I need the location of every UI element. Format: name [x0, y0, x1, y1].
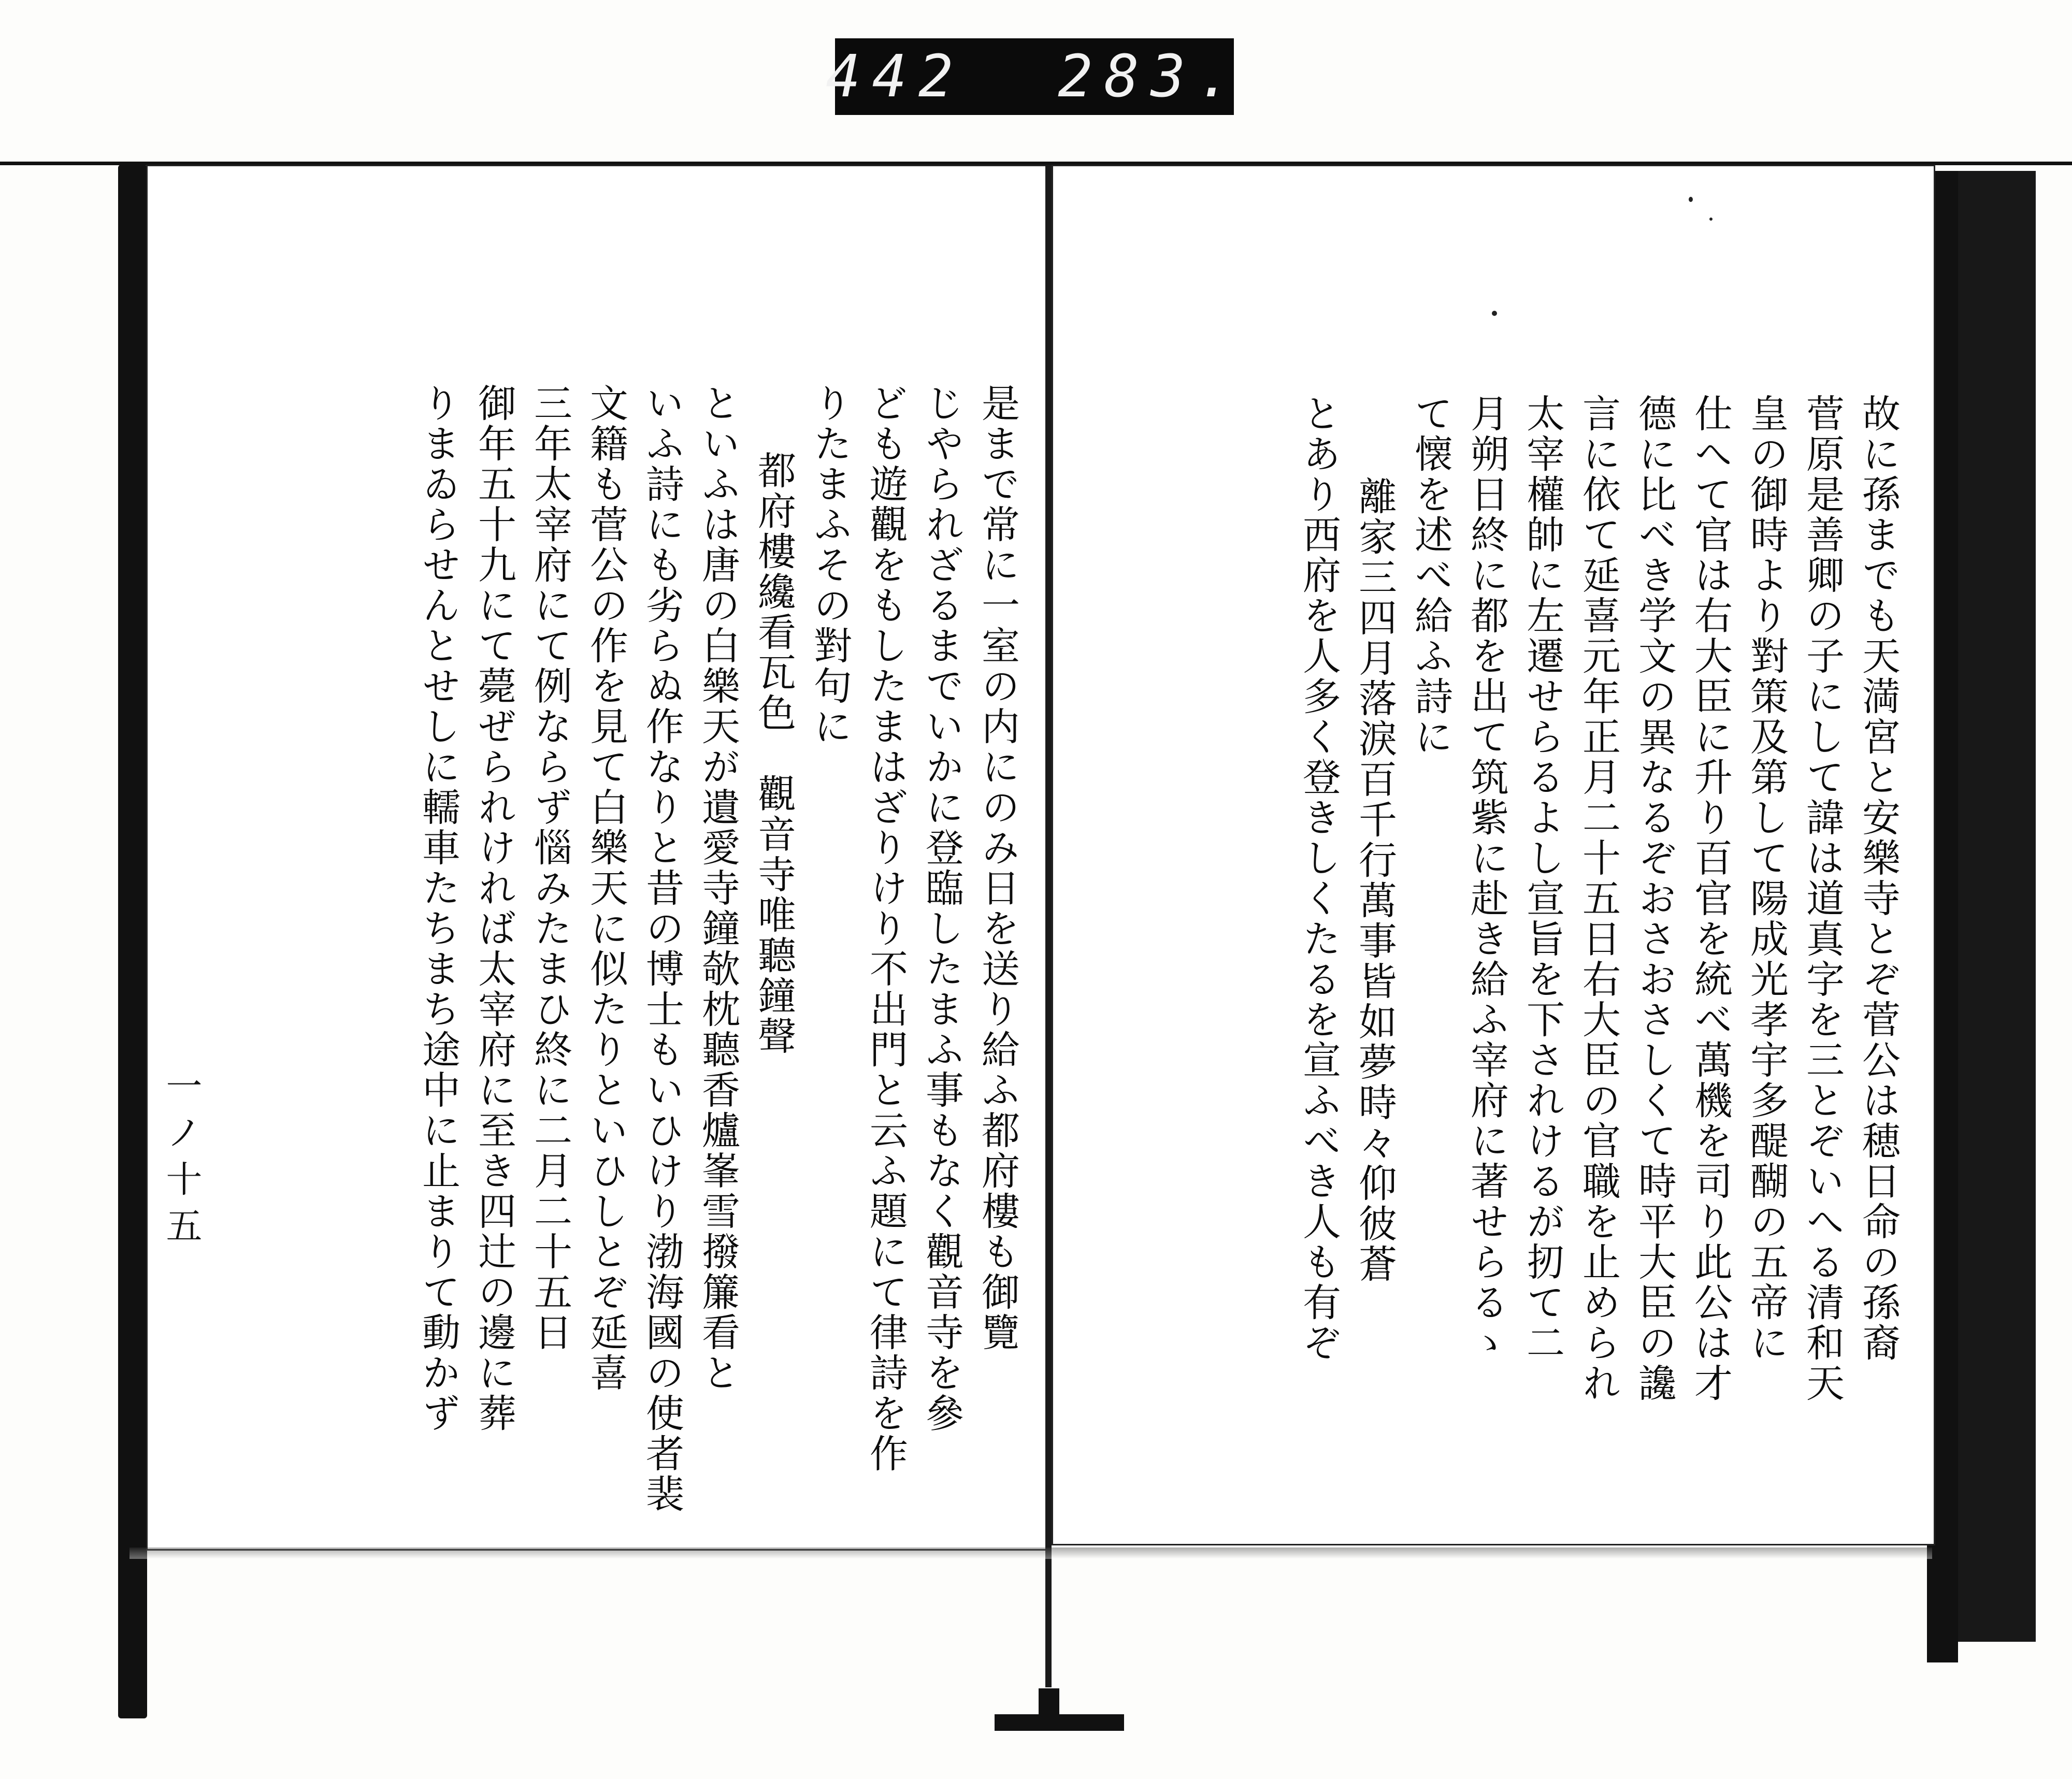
book-cover-right — [1958, 171, 2036, 1642]
right-page-text — [1103, 394, 1906, 1460]
scan-speck — [1689, 197, 1693, 202]
text-column: て懐を述べ給ふ詩に — [1408, 394, 1453, 757]
text-column: 菅原是善卿の子にして諱は道真字を三とぞいへる清和天 — [1800, 394, 1845, 1404]
text-column: とあり西府を人多く登きしくたるを宣ふべき人も有ぞ — [1297, 394, 1341, 1363]
text-column: 是まで常に一室の内にのみ日を送り給ふ都府樓も御覽 — [975, 383, 1020, 1353]
page-bottom-shadow — [130, 1547, 1932, 1559]
text-column: りたまふその對句に — [808, 383, 852, 747]
text-column: 月朔日終に都を出て筑紫に赴き給ふ宰府に著せらるゝ — [1464, 394, 1509, 1363]
text-column: りまゐらせんとせしに轜車たちまち途中に止まりて動かず — [416, 383, 461, 1434]
text-column: といふは唐の白樂天が遺愛寺鐘欹枕聽香爐峯雪撥簾看と — [696, 383, 740, 1393]
left-page-text — [197, 383, 1026, 1512]
text-column: ども遊觀をもしたまはざりけり不出門と云ふ題にて律詩を作 — [864, 383, 908, 1474]
poem-couplet: 都府樓纔看瓦色 觀音寺唯聽鐘聲 — [752, 451, 796, 1057]
text-column: 故に孫までも天満宮と安樂寺とぞ菅公は穂日命の孫裔 — [1856, 394, 1901, 1363]
text-column: 文籍も菅公の作を見て白樂天に似たりといひしとぞ延喜 — [584, 383, 628, 1393]
text-column: 德に比べき学文の異なるぞおさおさしくて時平大臣の讒 — [1632, 394, 1677, 1404]
text-column: 皇の御時より對策及第して陽成光孝宇多醍醐の五帝に — [1744, 394, 1789, 1363]
page-folio: 一ノ十五 — [160, 1067, 203, 1253]
binding-tab — [995, 1714, 1124, 1731]
book-gutter — [1045, 165, 1052, 1687]
catalogue-number-left: 442 — [826, 43, 965, 110]
text-column: 仕へて官は右大臣に升り百官を統べ萬機を司り此公は才 — [1688, 394, 1733, 1404]
text-column: 言に依て延喜元年正月二十五日右大臣の官職を止められ — [1576, 394, 1621, 1404]
text-column: 三年太宰府にて例ならず惱みたまひ終に二月二十五日 — [528, 383, 572, 1353]
scan-speck — [1709, 218, 1713, 221]
catalogue-number-right: 283. — [1058, 43, 1244, 110]
text-column: いふ詩にも劣らぬ作なりと昔の博士もいひけり渤海國の使者裴 — [640, 383, 684, 1514]
text-column: 太宰權帥に左遷せらるよし宣旨を下されけるが扨て二 — [1520, 394, 1565, 1363]
book-edge-left — [118, 165, 147, 1718]
scan-speck — [1492, 311, 1497, 316]
text-column: じやられざるまでいかに登臨したまふ事もなく觀音寺を參 — [919, 383, 964, 1434]
poem-line: 離家三四月落淚百千行萬事皆如夢時々仰彼蒼 — [1352, 476, 1397, 1284]
catalogue-label — [826, 38, 1244, 115]
text-column: 御年五十九にて薨ぜられければ太宰府に至き四辻の邊に葬 — [472, 383, 516, 1434]
